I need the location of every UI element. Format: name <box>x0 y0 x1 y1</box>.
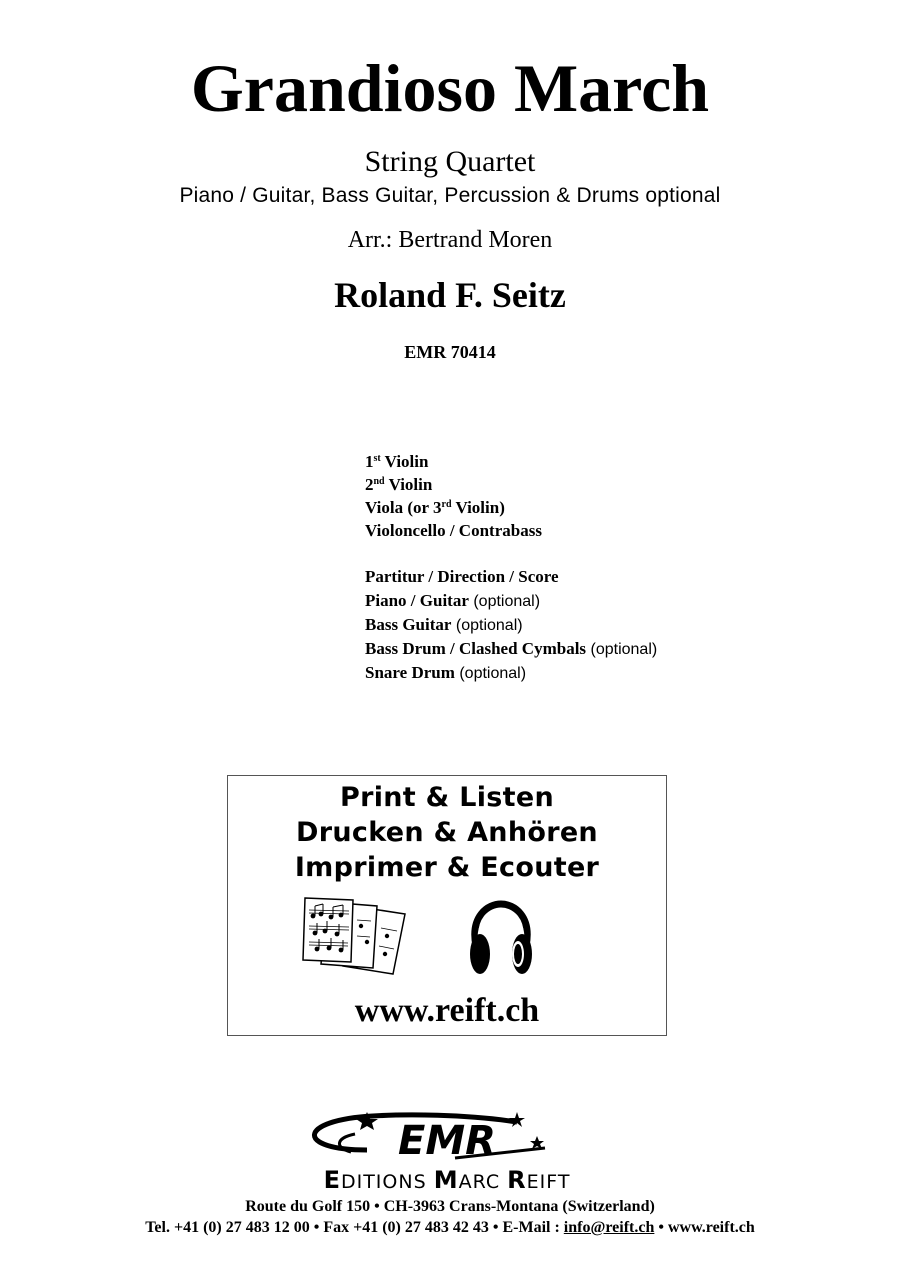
part-item: Violoncello / Contrabass <box>365 521 542 540</box>
part-item: 1st Violin <box>365 452 429 471</box>
website-url[interactable]: www.reift.ch <box>354 992 540 1029</box>
part-item: Bass Guitar (optional) <box>365 615 523 634</box>
part-item: Bass Drum / Clashed Cymbals (optional) <box>365 639 658 658</box>
score-title: Grandioso March <box>190 50 710 126</box>
publisher-contact: Tel. +41 (0) 27 483 12 00 • Fax +41 (0) 27 483 42 43 • E-Mail : info@reift.ch • www.reift.ch <box>145 1219 755 1236</box>
publisher-address: Route du Golf 150 • CH-3963 Crans-Montana (Switzerland) <box>245 1198 655 1215</box>
catalog-number: EMR 70414 <box>404 342 496 362</box>
instrumentation-note <box>0 181 900 210</box>
publisher-name: EDITIONS MARC REIFT <box>323 1166 571 1194</box>
sheet-music-icon <box>301 896 411 976</box>
headphones-icon <box>466 900 536 978</box>
part-item: Snare Drum (optional) <box>365 663 527 682</box>
instrumentation-text: Piano / Guitar, Bass Guitar, Percussion & Drums optional <box>179 184 721 207</box>
composer-name: Roland F. Seitz <box>334 275 566 315</box>
part-item: Viola (or 3rd Violin) <box>365 498 505 517</box>
promo-line-french: Imprimer & Ecouter <box>294 852 600 883</box>
print-listen-box <box>227 775 667 1036</box>
email-link[interactable]: info@reift.ch <box>563 1219 655 1236</box>
part-item: Partitur / Direction / Score <box>365 567 559 586</box>
emr-publisher-logo <box>255 1108 645 1194</box>
logo-emr-text: EMR <box>398 1118 496 1164</box>
promo-line-german: Drucken & Anhören <box>296 817 598 848</box>
promo-line-english: Print & Listen <box>339 782 554 813</box>
parts-list <box>365 450 657 685</box>
part-item: Piano / Guitar (optional) <box>365 591 541 610</box>
ensemble-subtitle: String Quartet <box>364 145 536 178</box>
part-item: 2nd Violin <box>365 475 433 494</box>
arranger-credit: Arr.: Bertrand Moren <box>347 227 553 253</box>
